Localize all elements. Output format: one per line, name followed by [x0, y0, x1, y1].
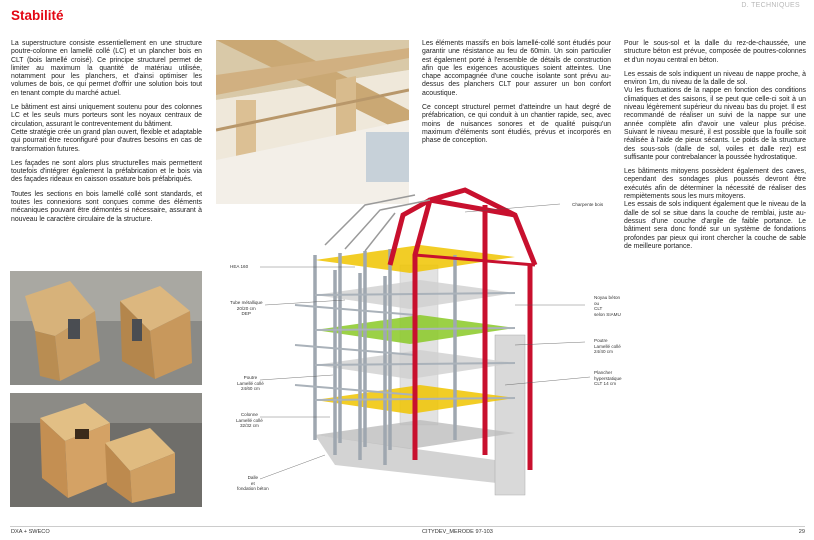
footer-center: CITYDEV_MERODE 97-103	[422, 529, 493, 535]
annotation-dalle: Dalle et fondation béton	[237, 475, 269, 492]
paragraph: Toutes les sections en bois lamellé collé sont standards, et toutes les connexions sont conçues comme des éléments mécaniques pouvant être démontés si nécessaire, assurant à nouveau le caractère circulaire de la structure.	[11, 190, 202, 223]
paragraph: La superstructure consiste essentiellement en une structure poutre-colonne en lamellé collé (LC) et un plancher bois en CLT (bois lamellé croisé). Ce principe structurel permet de limiter au maximum la quantité de matériau utilisée, notamment pour les planchers, et d'ainsi optimiser les volumes de bois, ce qui permet d'offrir une solution bois tout en tenant compte du marché actuel.	[11, 40, 202, 97]
paragraph: Pour le sous-sol et la dalle du rez-de-chaussée, une structure béton est prévue, composée de poutres-colonnes et d'un noyau central en béton.	[624, 40, 806, 64]
text-column-1	[11, 40, 202, 230]
annotation-tube: Tube métallique 20/20 cm DEP	[230, 300, 263, 317]
paragraph: Le bâtiment est ainsi uniquement soutenu pour des colonnes LC et les seuls murs porteurs sont les noyaux centraux de circulation, assurant le contreventement du bâtiment.	[11, 104, 202, 128]
page-number: 29	[798, 529, 805, 535]
footer-left: DXA + SWECO	[11, 529, 50, 535]
timber-roof	[325, 195, 430, 251]
annotation-poutre-left: Poutre Lamellé collé 24/60 cm	[237, 375, 264, 392]
annotation-colonne: Colonne Lamellé collé 32/32 cm	[236, 412, 263, 429]
footer-divider	[10, 526, 805, 527]
paragraph: Les essais de sols indiquent un niveau de nappe proche, à environ 1m, du niveau de la dalle de sol.	[624, 70, 806, 87]
text-column-3	[422, 40, 611, 152]
paragraph: Cette stratégie crée un grand plan ouvert, flexible et adaptable qui pourrait être reconfiguré pour d'autres besoins en cas de transformation futures.	[11, 128, 202, 153]
paragraph: Vu les fluctuations de la nappe en fonction des conditions climatiques et des saisons, il se peut que celle-ci soit à un niveau légèrement supérieur du niveau bas du projet. Il est recommandé de réaliser un suivi de la nappe sur une année complète afin d'avoir une valeur plus précise. Suivant le niveau mesuré, il est possible que la fouille soit réalisée à l'aide de pieux sécants. Le poids de la structure des sous-sols (dalle de sol, voiles et dalle rez) est suffisante pour contrebalancer la poussée hydrostatique.	[624, 87, 806, 161]
paragraph: Ce concept structurel permet d'atteindre un haut degré de préfabrication, ce qui conduit à un chantier rapide, sec, avec moins de nuisances sonores et de qualité puisqu'un maximum d'éléments sont étudiés, prévus et incorporés en phase de conception.	[422, 104, 611, 145]
paragraph: Les bâtiments mitoyens possèdent également des caves, cependant des sondages plus poussés devront être exécutés afin de déterminer la nécessité de réaliser des rempiètements sous les murs mitoyens.	[624, 168, 806, 201]
paragraph: Les essais de sols indiquent également que le niveau de la dalle de sol se situe dans la couche de remblai, juste au-dessus d'une couche d'argile de faible portance. Le bâtiment sera donc fondé sur un système de fondations profondes par pieux qui iront chercher la couche de sable de meilleure portance.	[624, 201, 806, 250]
connector-photo-1	[10, 271, 202, 385]
section-tag: D. TECHNIQUES	[741, 2, 800, 9]
annotation-charpente: Charpente bois	[572, 202, 604, 207]
annotation-plancher: Plancher hyperstatique CLT 14 cm	[594, 370, 622, 387]
text-column-4	[624, 40, 806, 257]
structure-diagram	[215, 185, 635, 515]
paragraph: Les éléments massifs en bois lamellé-collé sont étudiés pour garantir une résistance au feu de 60min. Un soin particulier est également porté à l'ensemble de détails de construction afin que les exigences acoustiques soient atteintes. Une chape accompagnée d'une couche isolante sont prévu au-dessus des planchers CLT pour assurer un bon confort acoustique.	[422, 40, 611, 97]
page-title: Stabilité	[11, 8, 64, 23]
annotation-noyau: Noyau béton ou CLT selon SIAMU	[594, 295, 621, 317]
connector-photo-2	[10, 393, 202, 507]
annotation-poutre-right: Poutre Lamellé collé 24/40 cm	[594, 338, 621, 355]
annotation-hea: HEA 160	[230, 264, 249, 269]
timber-ceiling-photo	[216, 40, 409, 204]
paragraph: Les façades ne sont alors plus structurelles mais permettent toutefois d'intégrer également la préfabrication et le bois via des façades rideaux en caisson ossature bois préfabriqués.	[11, 159, 202, 184]
